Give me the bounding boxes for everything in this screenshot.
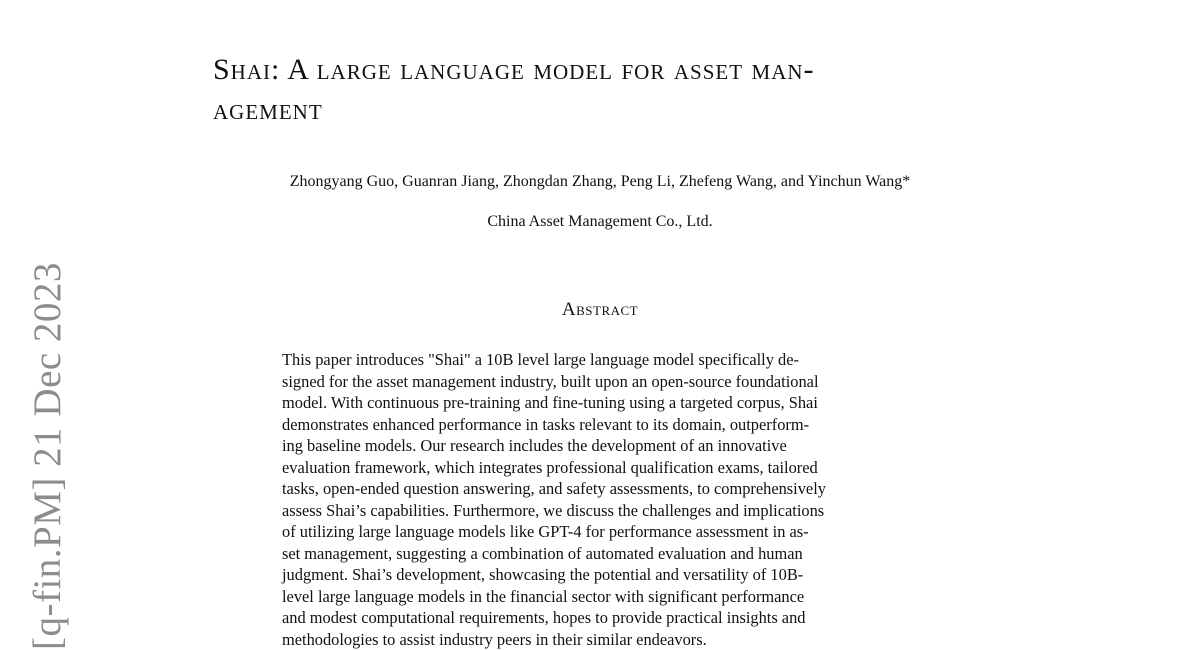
abstract-line: level large language models in the financial sector with significant performance <box>282 586 922 608</box>
abstract-line: ing baseline models. Our research includes the development of an innovative <box>282 435 922 457</box>
abstract-line: set management, suggesting a combination of automated evaluation and human <box>282 543 922 565</box>
abstract-line: assess Shai’s capabilities. Furthermore, we discuss the challenges and implications <box>282 500 922 522</box>
abstract-line: tasks, open-ended question answering, and safety assessments, to comprehensively <box>282 478 922 500</box>
abstract-body <box>282 349 922 650</box>
author-list: Zhongyang Guo, Guanran Jiang, Zhongdan Zhang, Peng Li, Zhefeng Wang, and Yinchun Wang* <box>0 172 1200 192</box>
abstract-line: of utilizing large language models like GPT-4 for performance assessment in as- <box>282 521 922 543</box>
abstract-line: methodologies to assist industry peers in their similar endeavors. <box>282 629 922 650</box>
abstract-heading: Abstract <box>0 298 1200 322</box>
abstract-line: and modest computational requirements, hopes to provide practical insights and <box>282 607 922 629</box>
paper-title-line-1: Shai: A large language model for asset man- <box>213 50 1013 90</box>
paper-title <box>213 50 1013 130</box>
abstract-line: model. With continuous pre-training and fine-tuning using a targeted corpus, Shai <box>282 392 922 414</box>
abstract-line: This paper introduces "Shai" a 10B level large language model specifically de- <box>282 349 922 371</box>
abstract-line: evaluation framework, which integrates professional qualification exams, tailored <box>282 457 922 479</box>
abstract-line: signed for the asset management industry, built upon an open-source foundational <box>282 371 922 393</box>
affiliation: China Asset Management Co., Ltd. <box>0 212 1200 232</box>
abstract-line: judgment. Shai’s development, showcasing the potential and versatility of 10B- <box>282 564 922 586</box>
paper-title-line-2: agement <box>213 90 1013 130</box>
arxiv-stamp: [q-fin.PM] 21 Dec 2023 <box>28 262 68 650</box>
abstract-line: demonstrates enhanced performance in tasks relevant to its domain, outperform- <box>282 414 922 436</box>
